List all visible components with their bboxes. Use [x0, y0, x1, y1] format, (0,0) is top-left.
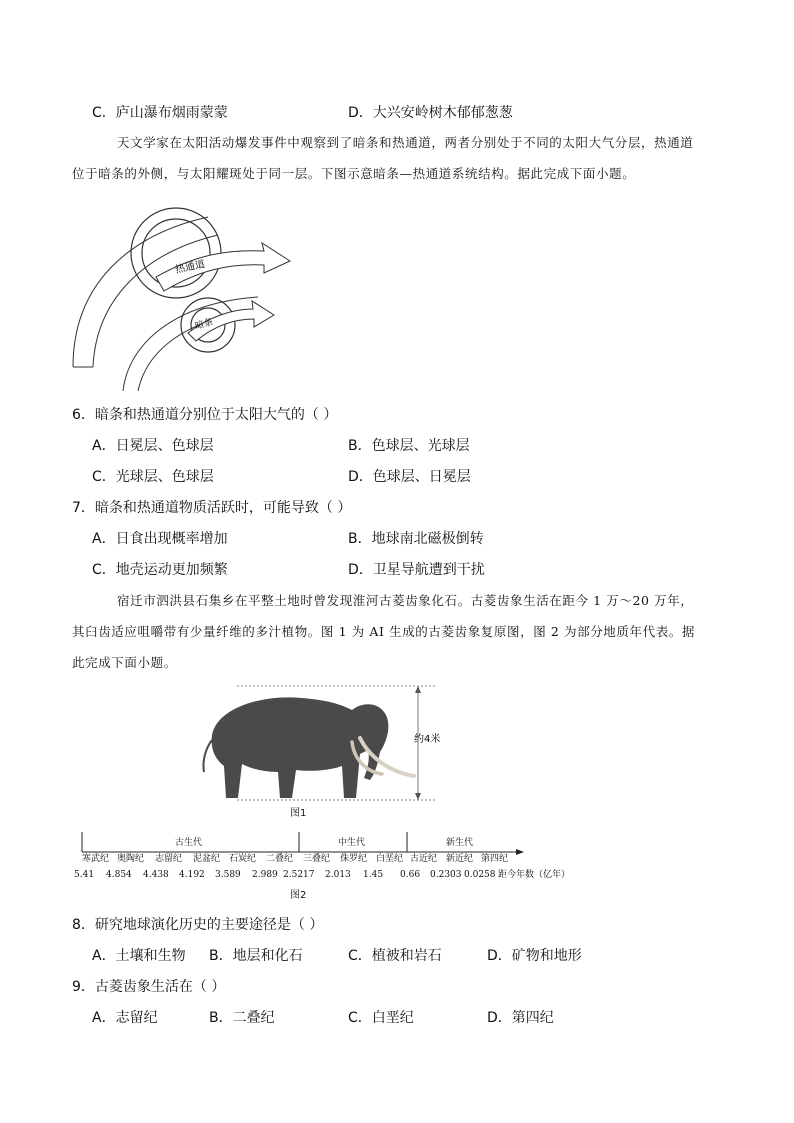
passage1-line2: 位于暗条的外侧，与太阳耀斑处于同一层。下图示意暗条—热通道系统结构。据此完成下面小题。 [72, 166, 636, 181]
q9-option-d: D．第四纪 [487, 1010, 554, 1026]
passage2-line1: 宿迁市泗洪县石集乡在平整土地时曾发现淮河古菱齿象化石。古菱齿象生活在距今 1 万～20 万年， [117, 593, 694, 608]
elephant-silhouette [203, 697, 388, 798]
q6-option-b: B．色球层、光球层 [348, 438, 470, 454]
q9-option-c: C．白垩纪 [348, 1010, 414, 1026]
age-0-66: 0.66 [400, 870, 421, 880]
passage2-line2: 其臼齿适应咀嚼带有少量纤维的多汁植物。图 1 为 AI 生成的古菱齿象复原图，图 2 为部分地质年代表。据 [72, 624, 696, 639]
filament-hot-channel-diagram [68, 195, 298, 395]
q7-option-b: B．地球南北磁极倒转 [348, 531, 484, 547]
age-4-854: 4.854 [106, 870, 132, 880]
age-1-45: 1.45 [363, 870, 384, 880]
period-cambrian: 寒武纪 [82, 854, 110, 864]
q6-option-c: C．光球层、色球层 [92, 469, 214, 485]
q6-option-d: D．色球层、日冕层 [348, 469, 471, 485]
geologic-timescale [72, 830, 571, 890]
axis-label-years: 距今年数（亿年） [498, 870, 571, 880]
era-mesozoic: 中生代 [338, 838, 366, 848]
q8-option-b: B．地层和化石 [209, 948, 303, 964]
age-4-192: 4.192 [179, 870, 205, 880]
age-2-5217: 2.5217 [283, 870, 315, 880]
period-cretaceous: 白垩纪 [376, 854, 404, 864]
age-2-013: 2.013 [325, 870, 351, 880]
hot-channel-label: 热通道 [174, 258, 206, 276]
period-silurian: 志留纪 [155, 854, 183, 864]
q7-option-c: C．地壳运动更加频繁 [92, 562, 228, 578]
period-paleogene: 古近纪 [410, 854, 438, 864]
q9-option-b: B．二叠纪 [209, 1010, 275, 1026]
filament-label: 暗条 [194, 317, 215, 332]
elephant-reconstruction-figure [192, 680, 452, 810]
period-jurassic: 侏罗纪 [340, 854, 368, 864]
solar-arc-inner [93, 235, 218, 367]
period-devonian: 泥盆纪 [193, 854, 221, 864]
q9-option-a: A．志留纪 [92, 1010, 158, 1026]
age-4-438: 4.438 [143, 870, 169, 880]
q8-stem: 8．研究地球演化历史的主要途径是（ ） [72, 917, 324, 933]
q5-option-d: D．大兴安岭树木郁郁葱葱 [348, 105, 513, 121]
q7-stem: 7．暗条和热通道物质活跃时，可能导致（ ） [72, 500, 352, 516]
q5-option-c: C．庐山瀑布烟雨蒙蒙 [92, 105, 228, 121]
height-label: 约4米 [414, 734, 441, 745]
q8-option-d: D．矿物和地形 [487, 948, 582, 964]
period-triassic: 三叠纪 [303, 854, 331, 864]
age-5-41: 5.41 [74, 870, 95, 880]
period-permian: 二叠纪 [266, 854, 294, 864]
q6-stem: 6．暗条和热通道分别位于太阳大气的（ ） [72, 407, 338, 423]
period-ordovician: 奥陶纪 [117, 854, 145, 864]
era-paleozoic: 古生代 [175, 838, 203, 848]
q7-option-d: D．卫星导航遭到干扰 [348, 562, 485, 578]
passage2-line3: 此完成下面小题。 [72, 655, 177, 670]
figure2-caption: 图2 [290, 890, 307, 901]
q6-option-a: A．日冕层、色球层 [92, 438, 214, 454]
age-0-2303: 0.2303 [430, 870, 462, 880]
era-cenozoic: 新生代 [446, 838, 474, 848]
period-neogene: 新近纪 [446, 854, 474, 864]
passage1-line1: 天文学家在太阳活动爆发事件中观察到了暗条和热通道，两者分别处于不同的太阳大气分层，热通道 [117, 135, 694, 150]
solar-arc [73, 217, 208, 367]
q8-option-c: C．植被和岩石 [348, 948, 442, 964]
age-2-989: 2.989 [252, 870, 278, 880]
q9-stem: 9．古菱齿象生活在（ ） [72, 979, 226, 995]
q8-option-a: A．土壤和生物 [92, 948, 186, 964]
period-quaternary: 第四纪 [481, 854, 509, 864]
q7-option-a: A．日食出现概率增加 [92, 531, 228, 547]
period-carboniferous: 石炭纪 [229, 854, 257, 864]
figure1-caption: 图1 [290, 808, 307, 819]
age-3-589: 3.589 [215, 870, 241, 880]
age-0-0258: 0.0258 [464, 870, 496, 880]
